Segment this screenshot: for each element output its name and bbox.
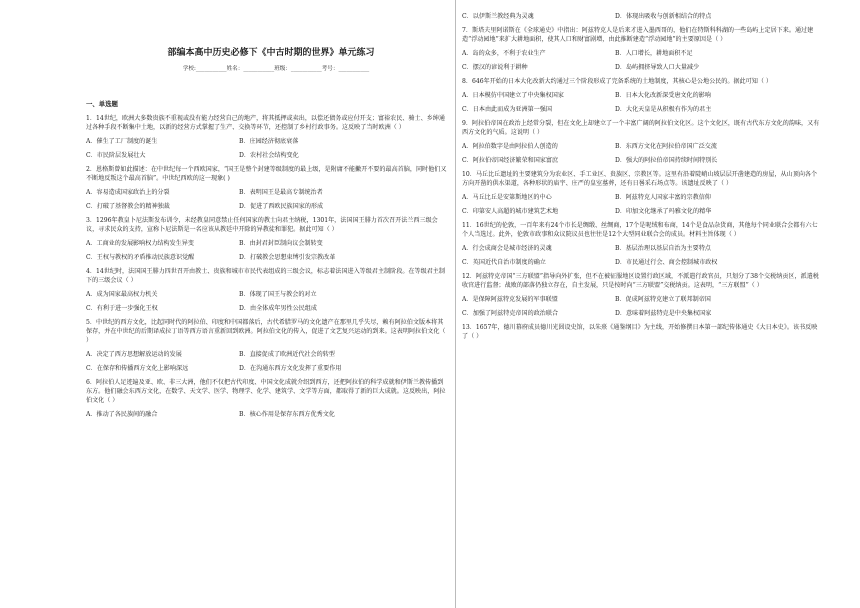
question-8-option-c[interactable]: C．日本由此而成为亚洲第一强国 — [462, 106, 552, 113]
question-2-stem: 2．恩格斯曾如此描述：在中世纪每一个西欧国家，“国王是整个封建等级制度的最上级，是附庸不能撇开不要的最高首脑，同时他们又不断地反叛这个最高首脑”。中世纪西欧的这一现象( ) — [86, 166, 447, 182]
question-9-option-b[interactable]: B．东西方文化在阿拉伯帝国广泛交流 — [615, 143, 717, 150]
question-11-option-d[interactable]: D．市民通过行会、商会控制城市政权 — [615, 259, 718, 266]
question-10-options-row-2 — [462, 207, 820, 216]
question-7-stem: 7．斯塔夫里阿诺斯在《全球通史》中指出：阿兹特克人是后来才进入墨西哥的，他们在特斯科科湖的一些岛屿上定居下来。通过建造“浮动园地”来扩大耕地面积，使其人口和财富剧增，由此推断建造“浮动园地”的主要原因是（ ） — [462, 27, 814, 43]
question-3-option-d[interactable]: D．打破教会思想束缚引发宗教改革 — [239, 254, 336, 261]
question-4-option-d[interactable]: D．由全体成年男性公民组成 — [239, 305, 318, 312]
question-4-option-c[interactable]: C．有利于进一步强化王权 — [86, 305, 158, 312]
question-6-options-row-2 — [462, 12, 820, 21]
question-4-options-row-1 — [86, 290, 448, 299]
question-4-option-a[interactable]: A．成为国家最高权力机关 — [86, 291, 158, 298]
question-3-option-a[interactable]: A．工商业的发展影响权力结构发生异变 — [86, 240, 194, 247]
question-10-option-b[interactable]: B．阿兹特克人国家丰富的宗教信仰 — [615, 194, 711, 201]
question-11-options-row-1 — [462, 244, 820, 253]
question-1-option-c[interactable]: C．市民阶层发展壮大 — [86, 152, 146, 159]
question-6-stem: 6．阿拉伯人足迹遍及亚、欧、非三大洲，他们不仅把古代印度、中国文化成就介绍到西方，还把阿拉伯的科学成就和伊斯兰教传播到东方。他们融会东西方文化，在数学、天文学、医学、物理学、化学、建筑学、文学等方面，都取得了新的巨大成就。这反映出，阿拉伯文化（ ） — [86, 379, 446, 404]
question-5-option-c[interactable]: C．在保存和传播西方文化上影响深远 — [86, 365, 189, 372]
question-10-option-a[interactable]: A．马丘比丘是安第斯地区的中心 — [462, 194, 552, 201]
question-7-option-c[interactable]: C．摆汉的谚说利于耕种 — [462, 64, 528, 71]
question-11-stem: 11．16世纪的伦敦，一百年来有24个市长是绸缎、丝绸商，17个是呢绒和布商，14个是食品杂货商，其他每个同业联合会都有六七个人当选过。此外，伦敦市政事和众议院议员也往往是12个大型同业联合会的成员。材料主旨体现（ ） — [462, 222, 818, 238]
question-8-stem: 8．646年开始的日本大化改新大约通过三个阶段形成了完备系统的土地制度，其核心是公地公民的。据此可知（ ） — [462, 78, 772, 85]
question-5-option-d[interactable]: D．在沟通东西方文化发挥了重要作用 — [239, 365, 342, 372]
page-title: 部编本高中历史必修下《中古时期的世界》单元练习 — [167, 48, 375, 58]
question-12-option-a[interactable]: A．是保障阿兹特克发展的军事联盟 — [462, 296, 558, 303]
question-2-option-b[interactable]: B．表明国王是最高专制统治者 — [239, 189, 323, 196]
question-5-stem: 5．中世纪的西方文化，比起同时代的阿拉伯、印度和中国都落后，古代希腊罗马的文化遗产在那里几乎失尽，赖有阿拉伯文版本将其保存，并在中世纪的后期译成拉丁语等西方语言重新回到欧洲。阿拉伯文化的传入，促进了文艺复兴运动的到来。这表明阿拉伯文化（ ） — [86, 319, 446, 344]
question-1-options-row-2 — [86, 151, 448, 160]
question-12-option-c[interactable]: C．加强了阿兹特克帝国的政治联合 — [462, 310, 559, 317]
question-8-options-row-1 — [462, 91, 820, 100]
question-8-option-a[interactable]: A．日本模仿中国建立了中央集权国家 — [462, 92, 564, 99]
question-9-option-c[interactable]: C．阿拉伯帝国经济繁荣和国家富庶 — [462, 157, 559, 164]
question-3-stem: 3．1296年教皇卜尼法斯发布训令，未经教皇同意禁止任何国家的教士向君主纳税，1301年，法国国王腓力首次召开法兰西三级会议，寻求民众的支持，宣称卜尼法斯是一名应该从教廷中开除的异教徒和罪犯。据此可知（ ） — [86, 217, 438, 233]
column-divider — [455, 0, 456, 608]
question-9-options-row-2 — [462, 156, 820, 165]
question-2-options-row-2 — [86, 202, 448, 211]
question-8-options-row-2 — [462, 105, 820, 114]
question-11-option-a[interactable]: A．行会成商会是城市经济的灵魂 — [462, 245, 552, 252]
question-6-option-b[interactable]: B．核心作用是保存东西方优秀文化 — [239, 411, 335, 418]
question-3-option-c[interactable]: C．王权与教权的矛盾推动民族意识觉醒 — [86, 254, 195, 261]
question-6-option-a[interactable]: A．推动了各民族间的融合 — [86, 411, 158, 418]
question-5-options-row-2 — [86, 364, 448, 373]
question-9-options-row-1 — [462, 142, 820, 151]
question-5-option-b[interactable]: B．直接促成了欧洲近代社会的转型 — [239, 351, 335, 358]
question-10-option-c[interactable]: C．印第安人高超的城市建筑艺术地 — [462, 208, 559, 215]
question-2-option-c[interactable]: C．打破了基督教会的精神独裁 — [86, 203, 170, 210]
question-7-option-a[interactable]: A．岛的众多，不利于农业生产 — [462, 50, 546, 57]
question-6-options-row-1 — [86, 410, 448, 419]
question-7-option-d[interactable]: D．岛屿拥挤导致人口大量减少 — [615, 64, 700, 71]
question-9-option-d[interactable]: D．强大的阿拉伯帝国持续时间特别长 — [615, 157, 718, 164]
question-2-option-a[interactable]: A．容易造成国家政治上的分裂 — [86, 189, 170, 196]
question-1-options-row-1 — [86, 137, 448, 146]
question-8-option-d[interactable]: D．大化天皇是从积极有作为的君主 — [615, 106, 712, 113]
question-12-options-row-1 — [462, 295, 820, 304]
question-10-stem: 10．马丘比丘遗址的主要建筑分为农业区、手工业区、贵族区、宗教区等。这里有沿着陡峭山坡层层开凿建造的房屋，从山顶向各个方向开凿的供水渠道，各种形状的庙宇、庄严的皇室墓葬，还有日晷采石场点等。该遗址反映了（ ） — [462, 171, 818, 187]
question-11-options-row-2 — [462, 258, 820, 267]
question-5-option-a[interactable]: A．决定了西方思想解放运动的发展 — [86, 351, 182, 358]
question-3-options-row-2 — [86, 253, 448, 262]
question-1-option-b[interactable]: B．庄园经济彻底衰落 — [239, 138, 299, 145]
question-4-stem: 4．14世纪时，法国国王腓力四世召开由教士、贵族和城市市民代表组成的三级会议，标志着法国进入等级君主制阶段。在等级君主制下的三级会议（ ） — [86, 268, 445, 284]
question-1-option-a[interactable]: A．催生了工厂制度的诞生 — [86, 138, 158, 145]
question-10-option-d[interactable]: D．印加文化继承了玛雅文化的精华 — [615, 208, 712, 215]
question-13-stem: 13．1657年，德川幕府成员德川光圀设史馆，以朱熹《通鉴纲目》为主线，开始修撰日本第一部纪传体通史《大日本史》。该书反映了（ ） — [462, 324, 818, 340]
question-1-option-d[interactable]: D．农村社会结构变化 — [239, 152, 299, 159]
question-11-option-c[interactable]: C．英国近代自治市制度的确立 — [462, 259, 546, 266]
question-12-options-row-2 — [462, 309, 820, 318]
question-7-options-row-1 — [462, 49, 820, 58]
question-12-stem: 12．阿兹特克帝国“三方联盟”指导向外扩张，但不在被征服地区设置行政区域，不派遣行政官员，只划分了38个交税纳贡区，派遣税收官进行监督；战败的部落仍独立存在，自主发展，只是按时向“三方联盟”交税纳贡。这表明，“三方联盟”（ ） — [462, 273, 819, 289]
question-6-option-d[interactable]: D．体现出吸收与创新相结合的特点 — [615, 13, 712, 20]
question-1-stem: 1．14世纪，欧洲大多数贵族不重视或没有能力经营自己的地产，将其抵押或卖出，以偿还债务或应付开支；富裕农民、骑士、乡绅通过各种手段不断集中土地，以新的经营方式掌握了生产、交换等环节，还控制了乡村行政事务。这反映了当时欧洲（ ） — [86, 115, 445, 131]
question-5-options-row-1 — [86, 350, 448, 359]
question-block-left — [86, 114, 448, 424]
question-2-option-d[interactable]: D．促进了西欧民族国家的形成 — [239, 203, 324, 210]
question-12-option-b[interactable]: B．促成阿兹特克建立了联邦制帝国 — [615, 296, 711, 303]
question-4-options-row-2 — [86, 304, 448, 313]
student-info-line: 学校:___________姓名：___________班级：___________考号：___________ — [182, 66, 370, 72]
question-3-option-b[interactable]: B．由封君封臣制向议会制转变 — [239, 240, 323, 247]
question-6-option-c[interactable]: C．以伊斯兰教经典为灵魂 — [462, 13, 534, 20]
question-7-option-b[interactable]: B．人口增长，耕地面积不足 — [615, 50, 693, 57]
question-3-options-row-1 — [86, 239, 448, 248]
question-9-option-a[interactable]: A．阿拉伯数字是由阿拉伯人创造的 — [462, 143, 558, 150]
question-12-option-d[interactable]: D．意味着阿兹特克是中央集权国家 — [615, 310, 712, 317]
question-2-options-row-1 — [86, 188, 448, 197]
question-11-option-b[interactable]: B．基层治理以基层自治为主要特点 — [615, 245, 711, 252]
section-title: 一、单选题 — [86, 100, 118, 108]
question-8-option-b[interactable]: B．日本大化改新深受唐文化的影响 — [615, 92, 711, 99]
question-7-options-row-2 — [462, 63, 820, 72]
question-9-stem: 9．阿拉伯帝国在政治上经常分裂，但在文化上却建立了一个丰富广阔的阿拉伯文化区。这个文化区，既有古代东方文化的韵味，又有西方文化的气质。这说明（ ） — [462, 120, 820, 136]
question-block-right — [462, 12, 820, 346]
question-4-option-b[interactable]: B．体现了国王与教会的对立 — [239, 291, 317, 298]
question-10-options-row-1 — [462, 193, 820, 202]
